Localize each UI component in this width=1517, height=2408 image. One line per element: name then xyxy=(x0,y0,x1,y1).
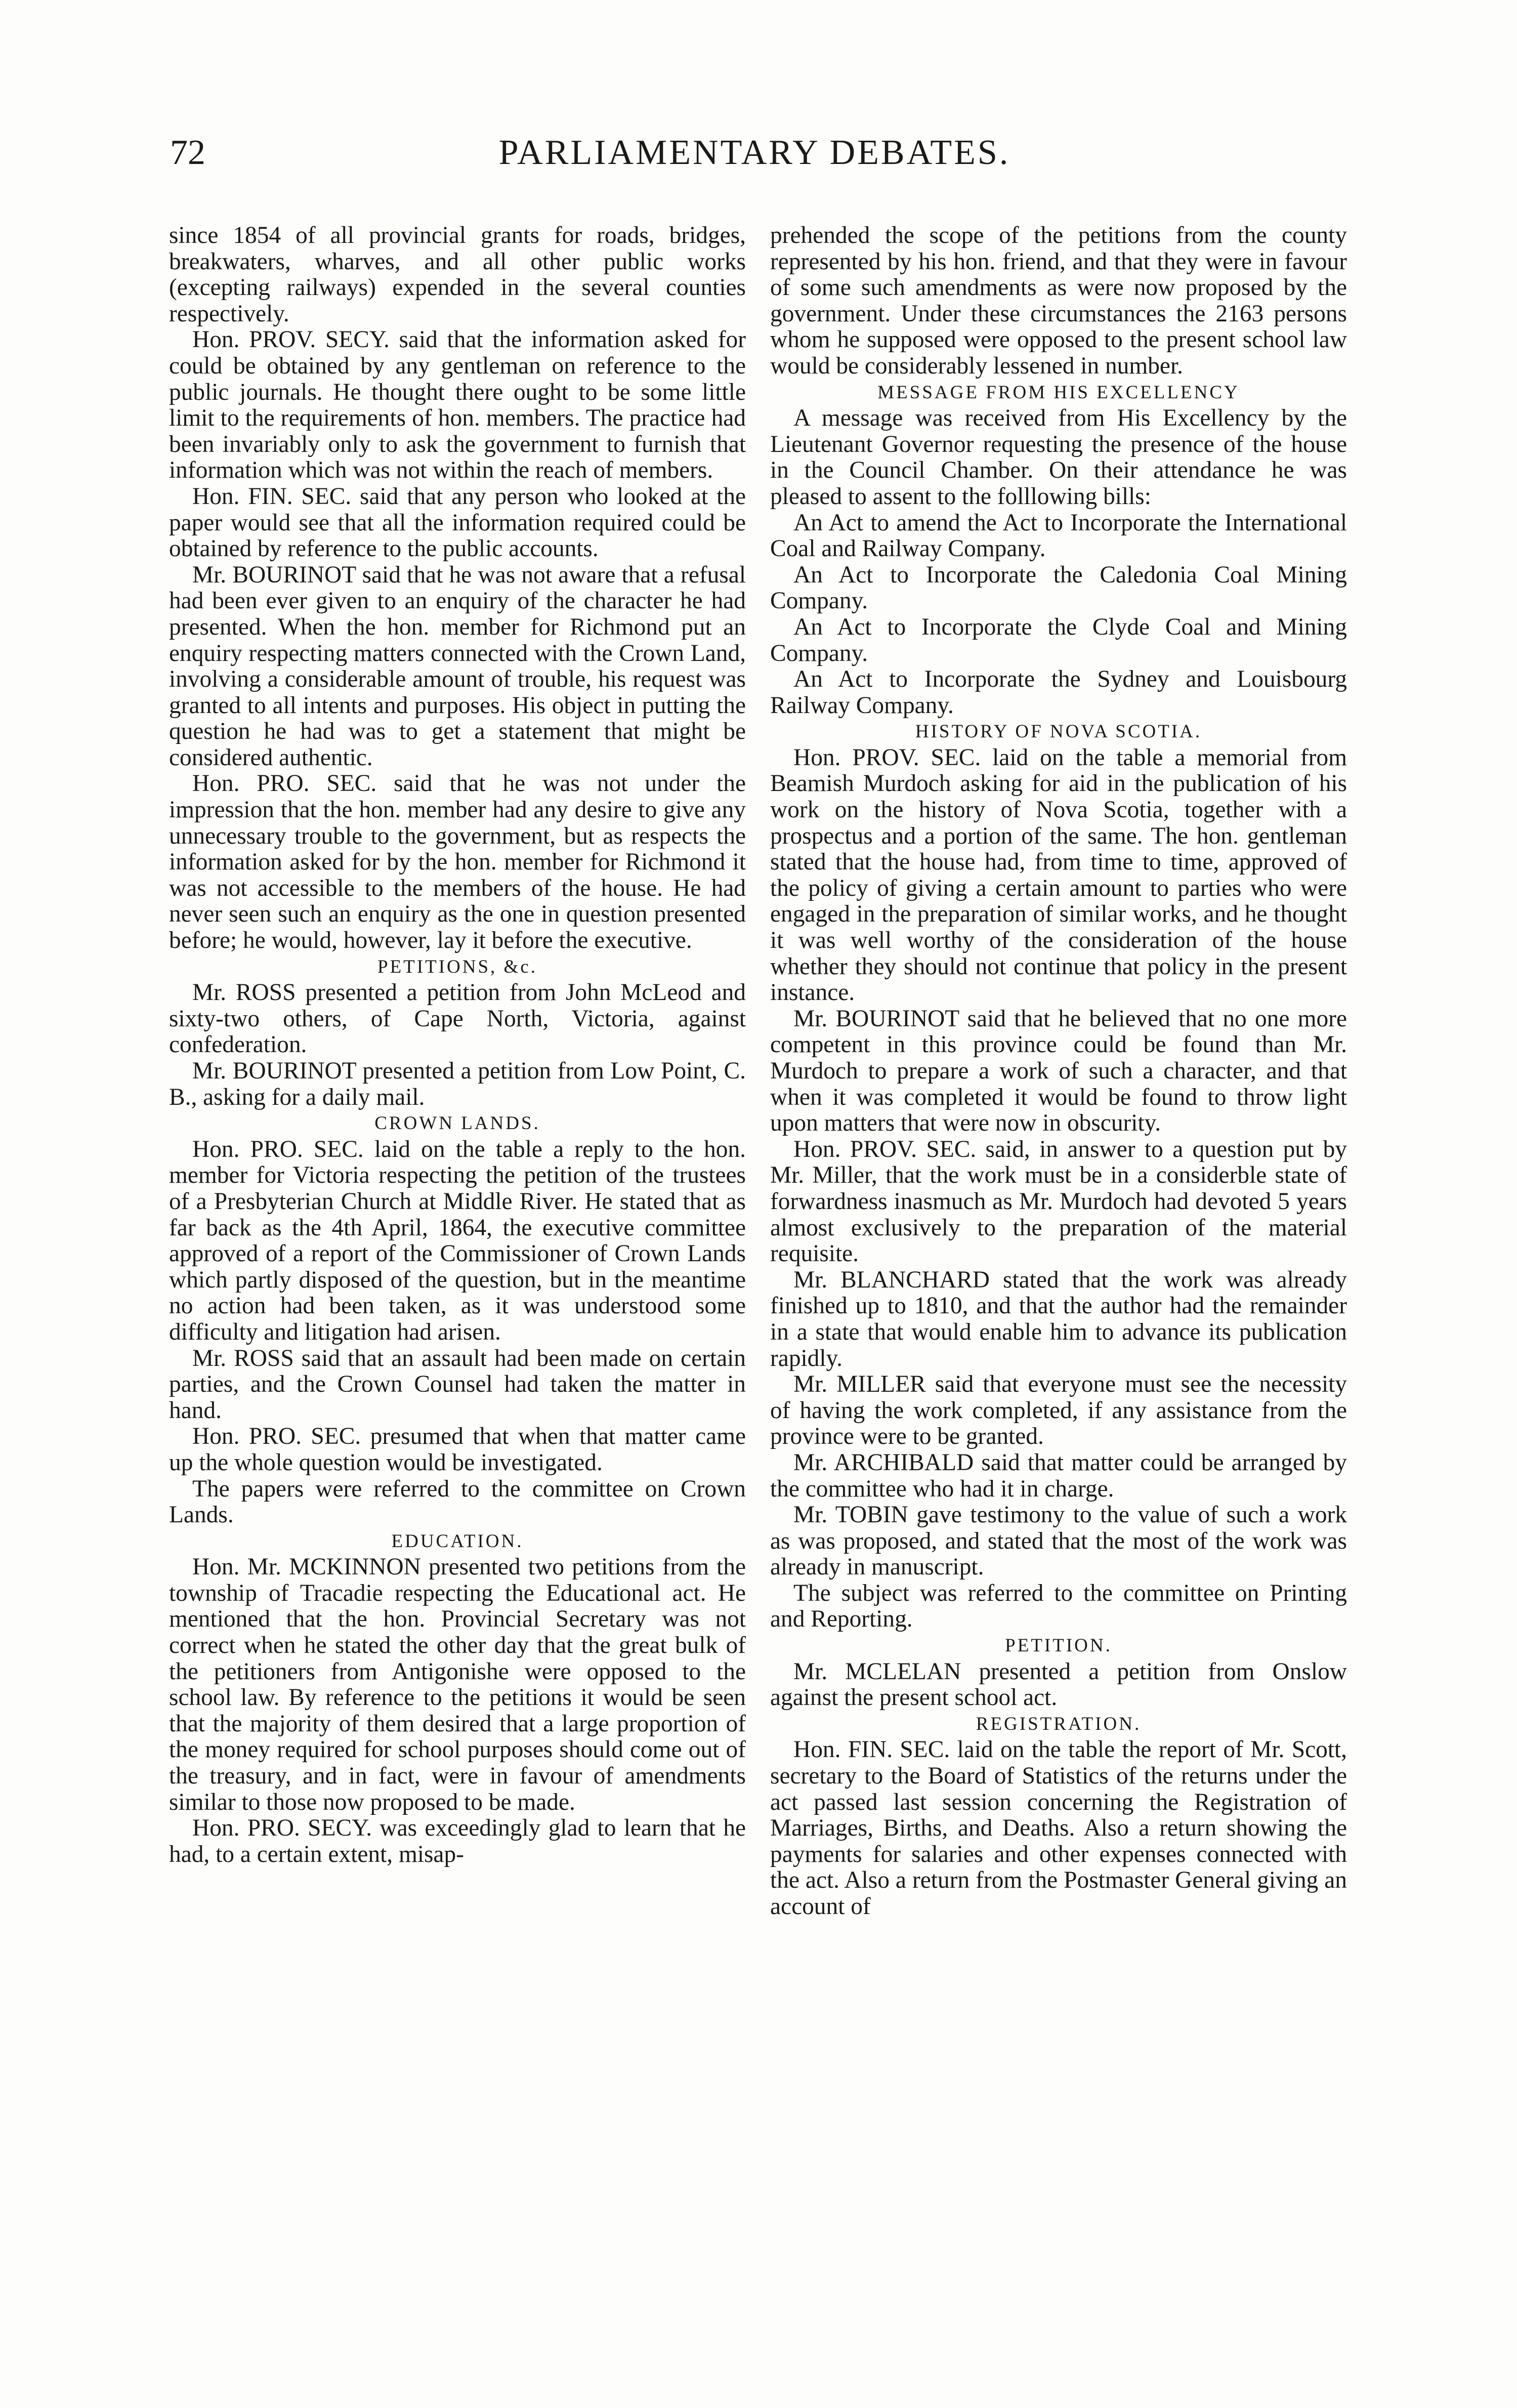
section-heading-registration: REGISTRATION. xyxy=(976,1713,1142,1734)
paragraph: Mr. ARCHIBALD said that matter could be arranged by the committee who had it in charge. xyxy=(770,1449,1347,1502)
paragraph: Hon. PRO. SEC. presumed that when that matter came up the whole question would be investigated. xyxy=(169,1423,746,1476)
right-column xyxy=(770,223,1347,1920)
bill-item: An Act to Incorporate the Caledonia Coal Mining Company. xyxy=(770,561,1347,614)
page-number: 72 xyxy=(170,133,205,172)
paragraph: A message was received from His Excellency by the Lieutenant Governor requesting the presence of the house in the Council Chamber. On their attendance he was pleased to assent to the folllowing bills: xyxy=(770,405,1347,510)
paragraph: Mr. ROSS said that an assault had been made on certain parties, and the Crown Counsel had taken the matter in hand. xyxy=(169,1345,746,1424)
page-header xyxy=(170,133,1339,193)
paragraph: Mr. BOURINOT presented a petition from Low Point, C. B., asking for a daily mail. xyxy=(169,1058,746,1110)
paragraph: Hon. FIN. SEC. laid on the table the report of Mr. Scott, secretary to the Board of Statistics of the returns under the act passed last session concerning the Registration of Marriages, Births, and Deaths. Also a return showing the payments for salaries and other expenses connected with the act. Also a return from the Postmaster General giving an account of xyxy=(770,1736,1347,1920)
paragraph: Mr. MCLELAN presented a petition from Onslow against the present school act. xyxy=(770,1658,1347,1711)
paragraph: Mr. TOBIN gave testimony to the value of such a work as was proposed, and stated that the most of the work was already in manuscript. xyxy=(770,1502,1347,1581)
paragraph: Hon. PROV. SECY. said that the information asked for could be obtained by any gentleman on reference to the public journals. He thought there ought to be some little limit to the requirements of hon. members. The practice had been invariably only to ask the government to furnish that information which was not within the reach of members. xyxy=(169,326,746,484)
paragraph: Mr. BOURINOT said that he was not aware that a refusal had been ever given to an enquiry of the character he had presented. When the hon. member for Richmond put an enquiry respecting matters connected with the Crown Land, involving a considerable amount of trouble, his request was granted to all intents and purposes. His object in putting the question he had was to get a statement that might be considered authentic. xyxy=(169,561,746,771)
section-heading-crown-lands: CROWN LANDS. xyxy=(374,1113,540,1134)
paragraph: Hon. Mr. MCKINNON presented two petitions from the township of Tracadie respecting the Educational act. He mentioned that the hon. Provincial Secretary was not correct when he stated the other day that the great bulk of the petitioners from Antigonishe were opposed to the school law. By reference to the petitions it would be seen that the majority of them desired that a large proportion of the money required for school purposes should come out of the treasury, and in fact, were in favour of amendments similar to those now proposed to be made. xyxy=(169,1554,746,1815)
paragraph: Hon. PROV. SEC. said, in answer to a question put by Mr. Miller, that the work must be in a considerble state of forwardness inasmuch as Mr. Murdoch had devoted 5 years almost exclusively to the preparation of the material requisite. xyxy=(770,1136,1347,1267)
paragraph: Mr. BOURINOT said that he believed that no one more competent in this province could be found than Mr. Murdoch to prepare a work of such a character, and that when it was completed it would be found to throw light upon matters that were now in obscurity. xyxy=(770,1005,1347,1137)
section-heading-education: EDUCATION. xyxy=(391,1530,524,1552)
paragraph: since 1854 of all provincial grants for roads, bridges, breakwaters, wharves, and all other public works (excepting railways) expended in the several counties respectively. xyxy=(169,222,746,327)
paragraph: Hon. FIN. SEC. said that any person who looked at the paper would see that all the information required could be obtained by reference to the public accounts. xyxy=(169,483,746,562)
paragraph: Hon. PRO. SEC. laid on the table a reply to the hon. member for Victoria respecting the petition of the trustees of a Presbyterian Church at Middle River. He stated that as far back as the 4th April, 1864, the executive committee approved of a report of the Commissioner of Crown Lands which partly disposed of the question, but in the meantime no action had been taken, as it was understood some difficulty and litigation had arisen. xyxy=(169,1136,746,1345)
running-title: PARLIAMENTARY DEBATES. xyxy=(498,133,1010,172)
bill-item: An Act to Incorporate the Sydney and Louisbourg Railway Company. xyxy=(770,666,1347,719)
section-heading-message: MESSAGE FROM HIS EXCELLENCY xyxy=(877,382,1240,403)
bill-item: An Act to amend the Act to Incorporate the International Coal and Railway Company. xyxy=(770,509,1347,562)
paragraph: prehended the scope of the petitions from the county represented by his hon. friend, and that they were in favour of some such amendments as were now proposed by the government. Under these circumstances the 2163 persons whom he supposed were opposed to the present school law would be considerably lessened in number. xyxy=(770,222,1347,379)
paragraph: Hon. PROV. SEC. laid on the table a memorial from Beamish Murdoch asking for aid in the publication of his work on the history of Nova Scotia, together with a prospectus and a portion of the same. The hon. gentleman stated that the house had, from time to time, approved of the policy of giving a certain amount to parties who were engaged in the preparation of similar works, and he thought it was well worthy of the consideration of the house whether they should not continue that policy in the present instance. xyxy=(770,744,1347,1006)
section-heading-history: HISTORY OF NOVA SCOTIA. xyxy=(915,721,1202,742)
paragraph: Mr. MILLER said that everyone must see the necessity of having the work completed, if any assistance from the province were to be granted. xyxy=(770,1371,1347,1450)
paragraph: The papers were referred to the committee on Crown Lands. xyxy=(169,1475,746,1528)
paragraph: Mr. BLANCHARD stated that the work was already finished up to 1810, and that the author had the remainder in a state that would enable him to advance its publication rapidly. xyxy=(770,1266,1347,1372)
paragraph: The subject was referred to the committee on Printing and Reporting. xyxy=(770,1580,1347,1633)
section-heading-petition: PETITION. xyxy=(1005,1635,1112,1656)
section-heading-petitions: PETITIONS, &c. xyxy=(377,956,537,977)
left-column xyxy=(169,223,746,1867)
bill-item: An Act to Incorporate the Clyde Coal and Mining Company. xyxy=(770,613,1347,667)
paragraph: Mr. ROSS presented a petition from John McLeod and sixty-two others, of Cape North, Victoria, against confederation. xyxy=(169,979,746,1058)
paragraph: Hon. PRO. SEC. said that he was not under the impression that the hon. member had any desire to give any unnecessary trouble to the government, but as respects the information asked for by the hon. member for Richmond it was not accessible to the members of the house. He had never seen such an enquiry as the one in question presented before; he would, however, lay it before the executive. xyxy=(169,770,746,954)
paragraph: Hon. PRO. SECY. was exceedingly glad to learn that he had, to a certain extent, misap- xyxy=(169,1815,746,1867)
